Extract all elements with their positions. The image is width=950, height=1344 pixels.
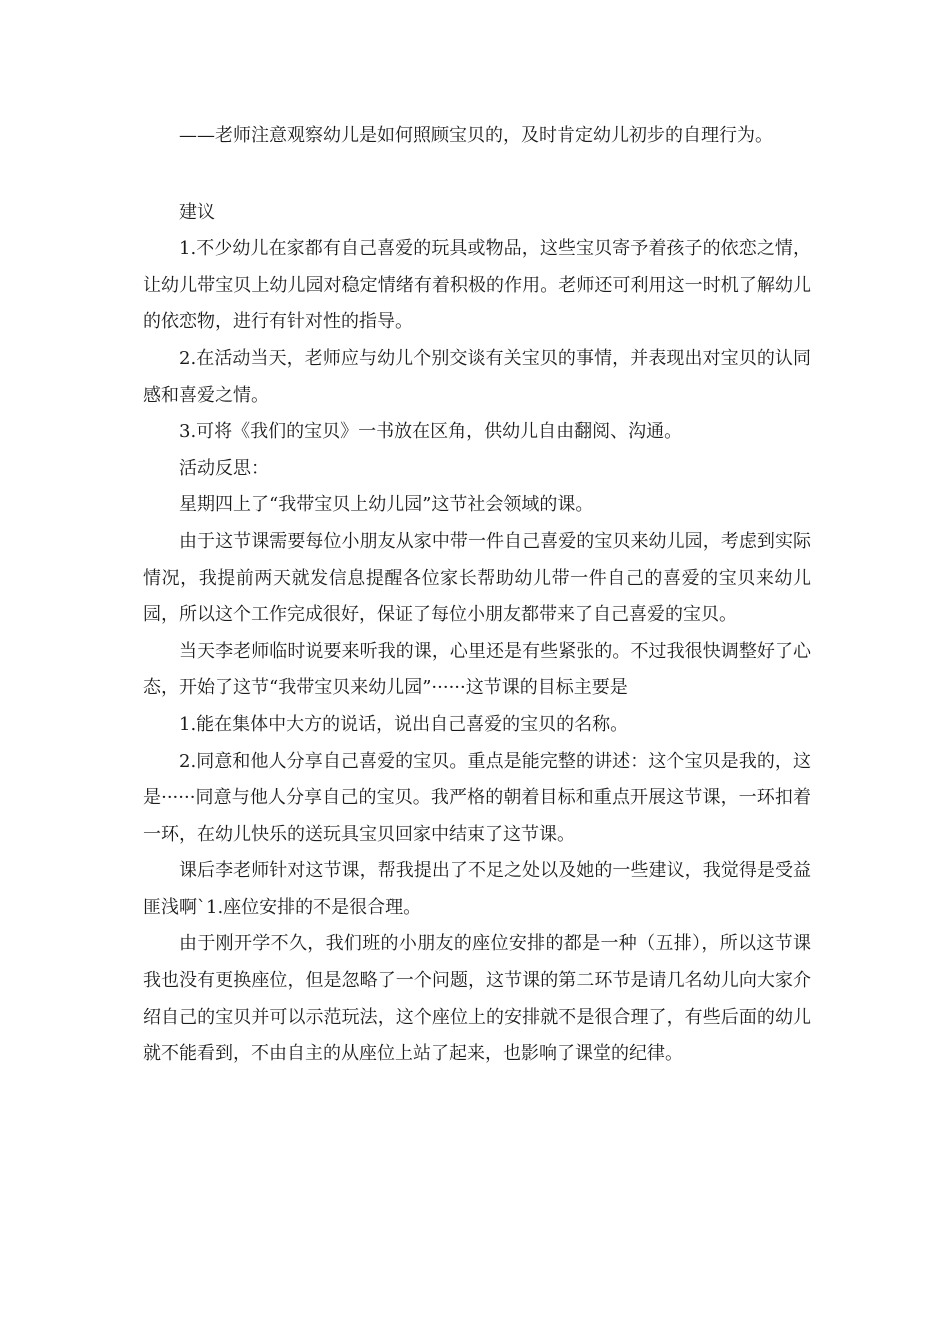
paragraph-suggestion-3: 3.可将《我们的宝贝》一书放在区角，供幼儿自由翻阅、沟通。 — [179, 421, 683, 443]
paragraph-reflection-intro: 星期四上了“我带宝贝上幼儿园”这节社会领域的课。 — [179, 494, 594, 516]
paragraph-suggestion-1: 1.不少幼儿在家都有自己喜爱的玩具或物品，这些宝贝寄予着孩子的依恋之情，让幼儿带宝贝上幼儿园对稳定情绪有着积极的作用。老师还可利用这一时机了解幼儿的依恋物，进行有针对性的指导。 — [143, 238, 811, 333]
paragraph-teacher-observation: ——老师注意观察幼儿是如何照顾宝贝的，及时肯定幼儿初步的自理行为。 — [179, 125, 773, 146]
heading-suggestions: 建议 — [179, 201, 215, 223]
paragraph-seating-issue: 由于刚开学不久，我们班的小朋友的座位安排的都是一种（五排），所以这节课我也没有更换座位，但是忽略了一个问题，这节课的第二环节是请几名幼儿向大家介绍自己的宝贝并可以示范玩法，这个座位上的安排就不是很合理了，有些后面的幼儿就不能看到，不由自主的从座位上站了起来，也影响了课堂的纪律。 — [143, 933, 811, 1065]
document-body — [143, 118, 811, 1073]
paragraph-spacer — [143, 155, 811, 195]
paragraph-goal-2: 2.同意和他人分享自己喜爱的宝贝。重点是能完整的讲述：这个宝贝是我的，这是······同意与他人分享自己的宝贝。我严格的朝着目标和重点开展这节课，一环扣着一环，在幼儿快乐的送玩具宝贝回家中结束了这节课。 — [143, 750, 811, 845]
paragraph-suggestion-2: 2.在活动当天，老师应与幼儿个别交谈有关宝贝的事情，并表现出对宝贝的认同感和喜爱之情。 — [143, 347, 811, 406]
paragraph-reflection-preparation: 由于这节课需要每位小朋友从家中带一件自己喜爱的宝贝来幼儿园，考虑到实际情况，我提前两天就发信息提醒各位家长帮助幼儿带一件自己的喜爱的宝贝来幼儿园，所以这个工作完成很好，保证了每位小朋友都带来了自己喜爱的宝贝。 — [143, 530, 811, 626]
heading-reflection: 活动反思： — [179, 457, 269, 479]
paragraph-goal-1: 1.能在集体中大方的说话，说出自己喜爱的宝贝的名称。 — [179, 713, 629, 735]
paragraph-reflection-lesson: 当天李老师临时说要来听我的课，心里还是有些紧张的。不过我很快调整好了心态，开始了这节“我带宝贝来幼儿园”······这节课的目标主要是 — [143, 640, 811, 699]
paragraph-feedback: 课后李老师针对这节课，帮我提出了不足之处以及她的一些建议，我觉得是受益匪浅啊`1.座位安排的不是很合理。 — [143, 860, 811, 918]
